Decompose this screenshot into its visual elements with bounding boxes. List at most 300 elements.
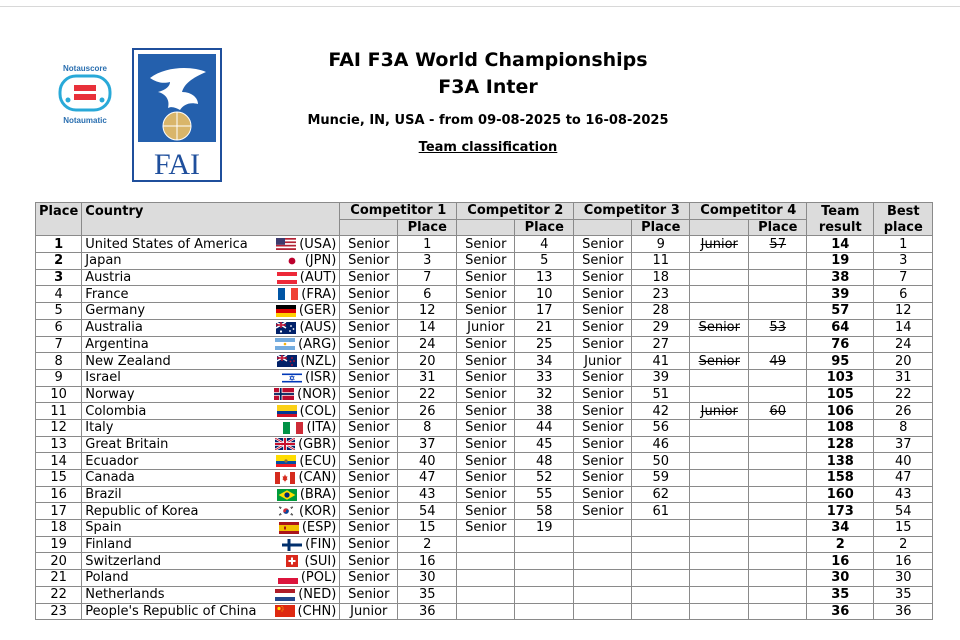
- row-c3-place: 61: [632, 503, 690, 520]
- table-row: [36, 419, 933, 436]
- row-country: Israel: [82, 369, 270, 386]
- row-c2-place: [515, 536, 574, 553]
- row-c3-place: 29: [632, 319, 690, 336]
- row-c3-category: Senior: [574, 470, 632, 487]
- row-c2-category: [457, 603, 515, 620]
- row-c4-place: [749, 570, 807, 587]
- table-body: [36, 236, 933, 620]
- row-c2-place: 17: [515, 303, 574, 320]
- row-country-code-cell: [270, 319, 340, 336]
- table-row: [36, 286, 933, 303]
- row-team-result: 103: [807, 369, 874, 386]
- row-c4-place: [749, 419, 807, 436]
- pol-flag-icon: [278, 572, 298, 584]
- row-country-code-cell: [270, 470, 340, 487]
- ecu-flag-icon: [276, 455, 296, 467]
- aut-flag-icon: [277, 272, 297, 284]
- row-country: France: [82, 286, 270, 303]
- col-best-place-bottom: place: [874, 219, 933, 236]
- row-country-code: (CAN): [298, 470, 337, 486]
- row-country: Argentina: [82, 336, 270, 353]
- row-c3-category: [574, 553, 632, 570]
- row-c1-category: Senior: [340, 369, 398, 386]
- row-country: Germany: [82, 303, 270, 320]
- row-place: 5: [36, 303, 82, 320]
- row-c2-category: Senior: [457, 236, 515, 253]
- row-country-code-cell: [270, 403, 340, 420]
- gbr-flag-icon: [275, 438, 295, 450]
- row-c2-place: 25: [515, 336, 574, 353]
- row-c4-place: [749, 486, 807, 503]
- row-team-result: 138: [807, 453, 874, 470]
- row-place: 10: [36, 386, 82, 403]
- row-c2-category: Senior: [457, 303, 515, 320]
- col-c1-category-blank: [340, 219, 398, 236]
- row-country: Brazil: [82, 486, 270, 503]
- row-country-code: (GBR): [298, 436, 337, 452]
- arg-flag-icon: [275, 338, 295, 350]
- row-c3-place: 11: [632, 253, 690, 270]
- row-place: 16: [36, 486, 82, 503]
- notauscore-logo-bottom-text: Notaumatic: [63, 116, 107, 125]
- row-c1-place: 24: [398, 336, 457, 353]
- row-c3-place: 51: [632, 386, 690, 403]
- row-c1-place: 26: [398, 403, 457, 420]
- row-c3-place: 28: [632, 303, 690, 320]
- row-best-place: 47: [874, 470, 933, 487]
- row-place: 9: [36, 369, 82, 386]
- usa-flag-icon: [276, 238, 296, 250]
- row-best-place: 2: [874, 536, 933, 553]
- row-best-place: 15: [874, 520, 933, 537]
- row-country-code: (SUI): [304, 553, 337, 569]
- row-c4-place: [749, 586, 807, 603]
- col-c2-category-blank: [457, 219, 515, 236]
- row-c2-category: Senior: [457, 386, 515, 403]
- row-team-result: 64: [807, 319, 874, 336]
- esp-flag-icon: [279, 522, 299, 534]
- row-place: 11: [36, 403, 82, 420]
- table-row: [36, 453, 933, 470]
- row-c1-place: 20: [398, 353, 457, 370]
- row-best-place: 8: [874, 419, 933, 436]
- row-c4-category: [690, 536, 749, 553]
- row-c4-place: [749, 453, 807, 470]
- table-row: [36, 503, 933, 520]
- row-c1-place: 35: [398, 586, 457, 603]
- row-country-code: (NED): [298, 587, 337, 603]
- row-c4-category: [690, 603, 749, 620]
- row-team-result: 19: [807, 253, 874, 270]
- row-team-result: 36: [807, 603, 874, 620]
- row-c1-category: Senior: [340, 286, 398, 303]
- table-row: [36, 553, 933, 570]
- row-country: Japan: [82, 253, 270, 270]
- row-country-code: (KOR): [299, 503, 337, 519]
- row-best-place: 20: [874, 353, 933, 370]
- row-country: Spain: [82, 520, 270, 537]
- fra-flag-icon: [278, 288, 298, 300]
- row-c4-category: [690, 486, 749, 503]
- row-c2-category: Junior: [457, 319, 515, 336]
- row-c1-place: 15: [398, 520, 457, 537]
- row-c1-place: 2: [398, 536, 457, 553]
- row-c1-place: 37: [398, 436, 457, 453]
- row-country-code-cell: [270, 353, 340, 370]
- row-country-code: (AUS): [299, 320, 337, 336]
- row-c1-category: Senior: [340, 570, 398, 587]
- row-c4-place: [749, 603, 807, 620]
- table-row: [36, 486, 933, 503]
- row-c3-category: Senior: [574, 436, 632, 453]
- row-place: 23: [36, 603, 82, 620]
- row-c1-place: 22: [398, 386, 457, 403]
- row-c1-category: Senior: [340, 336, 398, 353]
- row-place: 3: [36, 269, 82, 286]
- col-place: Place: [36, 203, 82, 220]
- row-c3-place: 27: [632, 336, 690, 353]
- row-c3-place: [632, 520, 690, 537]
- row-c4-category: [690, 436, 749, 453]
- col-best-place-top: Best: [874, 203, 933, 220]
- table-row: [36, 520, 933, 537]
- col-country: Country: [82, 203, 340, 220]
- isr-flag-icon: [282, 372, 302, 384]
- row-c2-category: Senior: [457, 503, 515, 520]
- jpn-flag-icon: [282, 255, 302, 267]
- row-country-code-cell: [270, 553, 340, 570]
- team-classification-table: [35, 202, 933, 620]
- row-c4-category: [690, 470, 749, 487]
- row-c1-place: 30: [398, 570, 457, 587]
- col-competitor-2: Competitor 2: [457, 203, 574, 220]
- can-flag-icon: [275, 472, 295, 484]
- col-c3-place: Place: [632, 219, 690, 236]
- row-country-code: (COL): [299, 403, 337, 419]
- row-best-place: 30: [874, 570, 933, 587]
- row-best-place: 37: [874, 436, 933, 453]
- page-subtitle-class: F3A Inter: [438, 76, 538, 98]
- row-c3-category: [574, 603, 632, 620]
- row-c1-place: 1: [398, 236, 457, 253]
- col-competitor-3: Competitor 3: [574, 203, 690, 220]
- row-c1-place: 43: [398, 486, 457, 503]
- row-place: 21: [36, 570, 82, 587]
- table-row: [36, 403, 933, 420]
- row-best-place: 35: [874, 586, 933, 603]
- row-country: Italy: [82, 419, 270, 436]
- row-country-code: (ESP): [301, 520, 337, 536]
- row-c2-place: 33: [515, 369, 574, 386]
- row-c4-category: [690, 369, 749, 386]
- row-best-place: 54: [874, 503, 933, 520]
- row-c2-place: 44: [515, 419, 574, 436]
- row-c1-category: Senior: [340, 470, 398, 487]
- row-c3-category: Senior: [574, 286, 632, 303]
- row-place: 17: [36, 503, 82, 520]
- row-c1-place: 54: [398, 503, 457, 520]
- row-c4-place: [749, 503, 807, 520]
- row-c3-category: Senior: [574, 403, 632, 420]
- row-c2-category: [457, 553, 515, 570]
- row-place: 2: [36, 253, 82, 270]
- classification-heading: Team classification: [418, 140, 558, 155]
- row-c1-place: 8: [398, 419, 457, 436]
- row-c2-category: Senior: [457, 436, 515, 453]
- table-row: [36, 386, 933, 403]
- row-c4-category: [690, 303, 749, 320]
- row-country-code-cell: [270, 486, 340, 503]
- row-c1-category: Senior: [340, 553, 398, 570]
- table-row: [36, 436, 933, 453]
- row-c2-place: 58: [515, 503, 574, 520]
- row-country: Ecuador: [82, 453, 270, 470]
- row-country-code-cell: [270, 253, 340, 270]
- row-place: 4: [36, 286, 82, 303]
- col-competitor-1: Competitor 1: [340, 203, 457, 220]
- row-country: Colombia: [82, 403, 270, 420]
- row-country-code: (GER): [298, 303, 337, 319]
- row-c1-category: Senior: [340, 536, 398, 553]
- fai-logo-text: FAI: [153, 148, 201, 181]
- row-c2-place: [515, 570, 574, 587]
- row-country-code: (ECU): [299, 453, 337, 469]
- row-best-place: 12: [874, 303, 933, 320]
- row-country: Finland: [82, 536, 270, 553]
- row-c4-place: 60: [749, 403, 807, 420]
- row-c2-place: 38: [515, 403, 574, 420]
- row-country: Austria: [82, 269, 270, 286]
- row-country-code: (ITA): [306, 420, 337, 436]
- nor-flag-icon: [274, 388, 294, 400]
- row-country-code: (JPN): [304, 253, 337, 269]
- row-c4-place: [749, 470, 807, 487]
- row-c1-category: Senior: [340, 419, 398, 436]
- row-c3-place: [632, 536, 690, 553]
- row-place: 1: [36, 236, 82, 253]
- row-country-code-cell: [270, 369, 340, 386]
- row-team-result: 34: [807, 520, 874, 537]
- row-place: 15: [36, 470, 82, 487]
- row-c4-category: [690, 503, 749, 520]
- row-c1-place: 12: [398, 303, 457, 320]
- row-c2-place: 34: [515, 353, 574, 370]
- row-c3-place: 50: [632, 453, 690, 470]
- row-country-code: (BRA): [299, 487, 337, 503]
- row-country-code-cell: [270, 453, 340, 470]
- row-c3-category: [574, 586, 632, 603]
- row-c4-category: [690, 253, 749, 270]
- row-c1-category: Senior: [340, 319, 398, 336]
- row-place: 7: [36, 336, 82, 353]
- row-c2-category: Senior: [457, 336, 515, 353]
- row-c1-category: Senior: [340, 586, 398, 603]
- row-c4-category: [690, 419, 749, 436]
- row-c3-category: Senior: [574, 369, 632, 386]
- table-row: [36, 570, 933, 587]
- col-c2-place: Place: [515, 219, 574, 236]
- col-c1-place: Place: [398, 219, 457, 236]
- row-team-result: 128: [807, 436, 874, 453]
- row-country-code: (AUT): [299, 270, 337, 286]
- col-team-result-top: Team: [807, 203, 874, 220]
- row-c1-category: Senior: [340, 386, 398, 403]
- row-c4-category: [690, 286, 749, 303]
- table-row: [36, 603, 933, 620]
- row-place: 14: [36, 453, 82, 470]
- row-c2-place: 4: [515, 236, 574, 253]
- row-country: Poland: [82, 570, 270, 587]
- row-c2-category: Senior: [457, 453, 515, 470]
- row-country-code-cell: [270, 419, 340, 436]
- row-best-place: 36: [874, 603, 933, 620]
- row-c3-category: Senior: [574, 319, 632, 336]
- row-country-code-cell: [270, 603, 340, 620]
- row-c3-place: 18: [632, 269, 690, 286]
- row-country-code: (NZL): [300, 353, 337, 369]
- row-c4-place: [749, 386, 807, 403]
- row-c1-place: 3: [398, 253, 457, 270]
- col-c4-place: Place: [749, 219, 807, 236]
- row-c3-category: Senior: [574, 503, 632, 520]
- row-place: 12: [36, 419, 82, 436]
- row-team-result: 38: [807, 269, 874, 286]
- row-c4-place: [749, 269, 807, 286]
- row-best-place: 26: [874, 403, 933, 420]
- row-c1-category: Senior: [340, 269, 398, 286]
- notauscore-logo-top-text: Notauscore: [62, 64, 108, 73]
- row-c4-place: [749, 303, 807, 320]
- row-c1-category: Senior: [340, 486, 398, 503]
- row-team-result: 39: [807, 286, 874, 303]
- row-c1-category: Senior: [340, 453, 398, 470]
- row-country-code-cell: [270, 536, 340, 553]
- row-team-result: 160: [807, 486, 874, 503]
- kor-flag-icon: [276, 505, 296, 517]
- row-country-code-cell: [270, 336, 340, 353]
- row-c4-category: [690, 570, 749, 587]
- row-c1-category: Senior: [340, 436, 398, 453]
- row-c4-category: Junior: [690, 236, 749, 253]
- row-country-code-cell: [270, 236, 340, 253]
- row-best-place: 43: [874, 486, 933, 503]
- row-country: People's Republic of China: [82, 603, 270, 620]
- row-team-result: 35: [807, 586, 874, 603]
- row-c4-category: Senior: [690, 353, 749, 370]
- row-team-result: 158: [807, 470, 874, 487]
- row-c1-place: 14: [398, 319, 457, 336]
- row-c3-category: [574, 536, 632, 553]
- row-country-code: (NOR): [297, 386, 337, 402]
- row-c3-category: Senior: [574, 253, 632, 270]
- table-row: [36, 253, 933, 270]
- row-place: 20: [36, 553, 82, 570]
- table-row: [36, 236, 933, 253]
- page-title: FAI F3A World Championships: [328, 49, 648, 71]
- row-c4-place: [749, 286, 807, 303]
- col-country-blank: [82, 219, 340, 236]
- row-c4-place: 49: [749, 353, 807, 370]
- aus-flag-icon: [276, 322, 296, 334]
- row-team-result: 16: [807, 553, 874, 570]
- row-c1-category: Junior: [340, 603, 398, 620]
- table-row: [36, 319, 933, 336]
- row-c2-category: [457, 570, 515, 587]
- row-c2-place: [515, 553, 574, 570]
- row-place: 13: [36, 436, 82, 453]
- row-c3-category: Senior: [574, 419, 632, 436]
- row-country-code-cell: [270, 286, 340, 303]
- row-team-result: 108: [807, 419, 874, 436]
- row-c2-place: [515, 603, 574, 620]
- row-c4-category: Senior: [690, 319, 749, 336]
- row-c4-place: [749, 253, 807, 270]
- row-c2-category: Senior: [457, 286, 515, 303]
- table-row: [36, 353, 933, 370]
- row-c3-place: 59: [632, 470, 690, 487]
- row-country: Norway: [82, 386, 270, 403]
- row-c1-category: Senior: [340, 520, 398, 537]
- row-c2-place: 21: [515, 319, 574, 336]
- row-country-code-cell: [270, 386, 340, 403]
- row-country: Australia: [82, 319, 270, 336]
- row-c4-place: [749, 520, 807, 537]
- top-divider: [0, 6, 960, 7]
- table-row: [36, 369, 933, 386]
- row-c2-place: 10: [515, 286, 574, 303]
- row-best-place: 1: [874, 236, 933, 253]
- row-c1-place: 6: [398, 286, 457, 303]
- row-c2-category: Senior: [457, 520, 515, 537]
- row-c2-category: Senior: [457, 353, 515, 370]
- row-team-result: 106: [807, 403, 874, 420]
- row-c1-place: 47: [398, 470, 457, 487]
- row-c3-category: Junior: [574, 353, 632, 370]
- row-c3-place: [632, 570, 690, 587]
- row-country: New Zealand: [82, 353, 270, 370]
- table-row: [36, 336, 933, 353]
- row-team-result: 30: [807, 570, 874, 587]
- ita-flag-icon: [283, 422, 303, 434]
- row-c3-category: Senior: [574, 303, 632, 320]
- row-c2-category: [457, 586, 515, 603]
- row-country-code: (FIN): [305, 537, 337, 553]
- row-c2-category: [457, 536, 515, 553]
- row-c3-category: Senior: [574, 336, 632, 353]
- row-country-code-cell: [270, 436, 340, 453]
- col-place-blank: [36, 219, 82, 236]
- row-c4-category: [690, 553, 749, 570]
- col-team-result-bottom: result: [807, 219, 874, 236]
- row-c4-place: [749, 369, 807, 386]
- table-row: [36, 470, 933, 487]
- row-country-code-cell: [270, 586, 340, 603]
- row-country: Great Britain: [82, 436, 270, 453]
- row-c4-category: [690, 520, 749, 537]
- row-country-code: (ISR): [305, 370, 337, 386]
- row-c3-category: Senior: [574, 386, 632, 403]
- row-place: 22: [36, 586, 82, 603]
- row-c4-place: [749, 436, 807, 453]
- row-c2-place: 55: [515, 486, 574, 503]
- row-country-code-cell: [270, 503, 340, 520]
- row-team-result: 173: [807, 503, 874, 520]
- row-c3-place: 41: [632, 353, 690, 370]
- row-c3-place: 56: [632, 419, 690, 436]
- row-c1-place: 16: [398, 553, 457, 570]
- row-c2-category: Senior: [457, 369, 515, 386]
- ger-flag-icon: [276, 305, 296, 317]
